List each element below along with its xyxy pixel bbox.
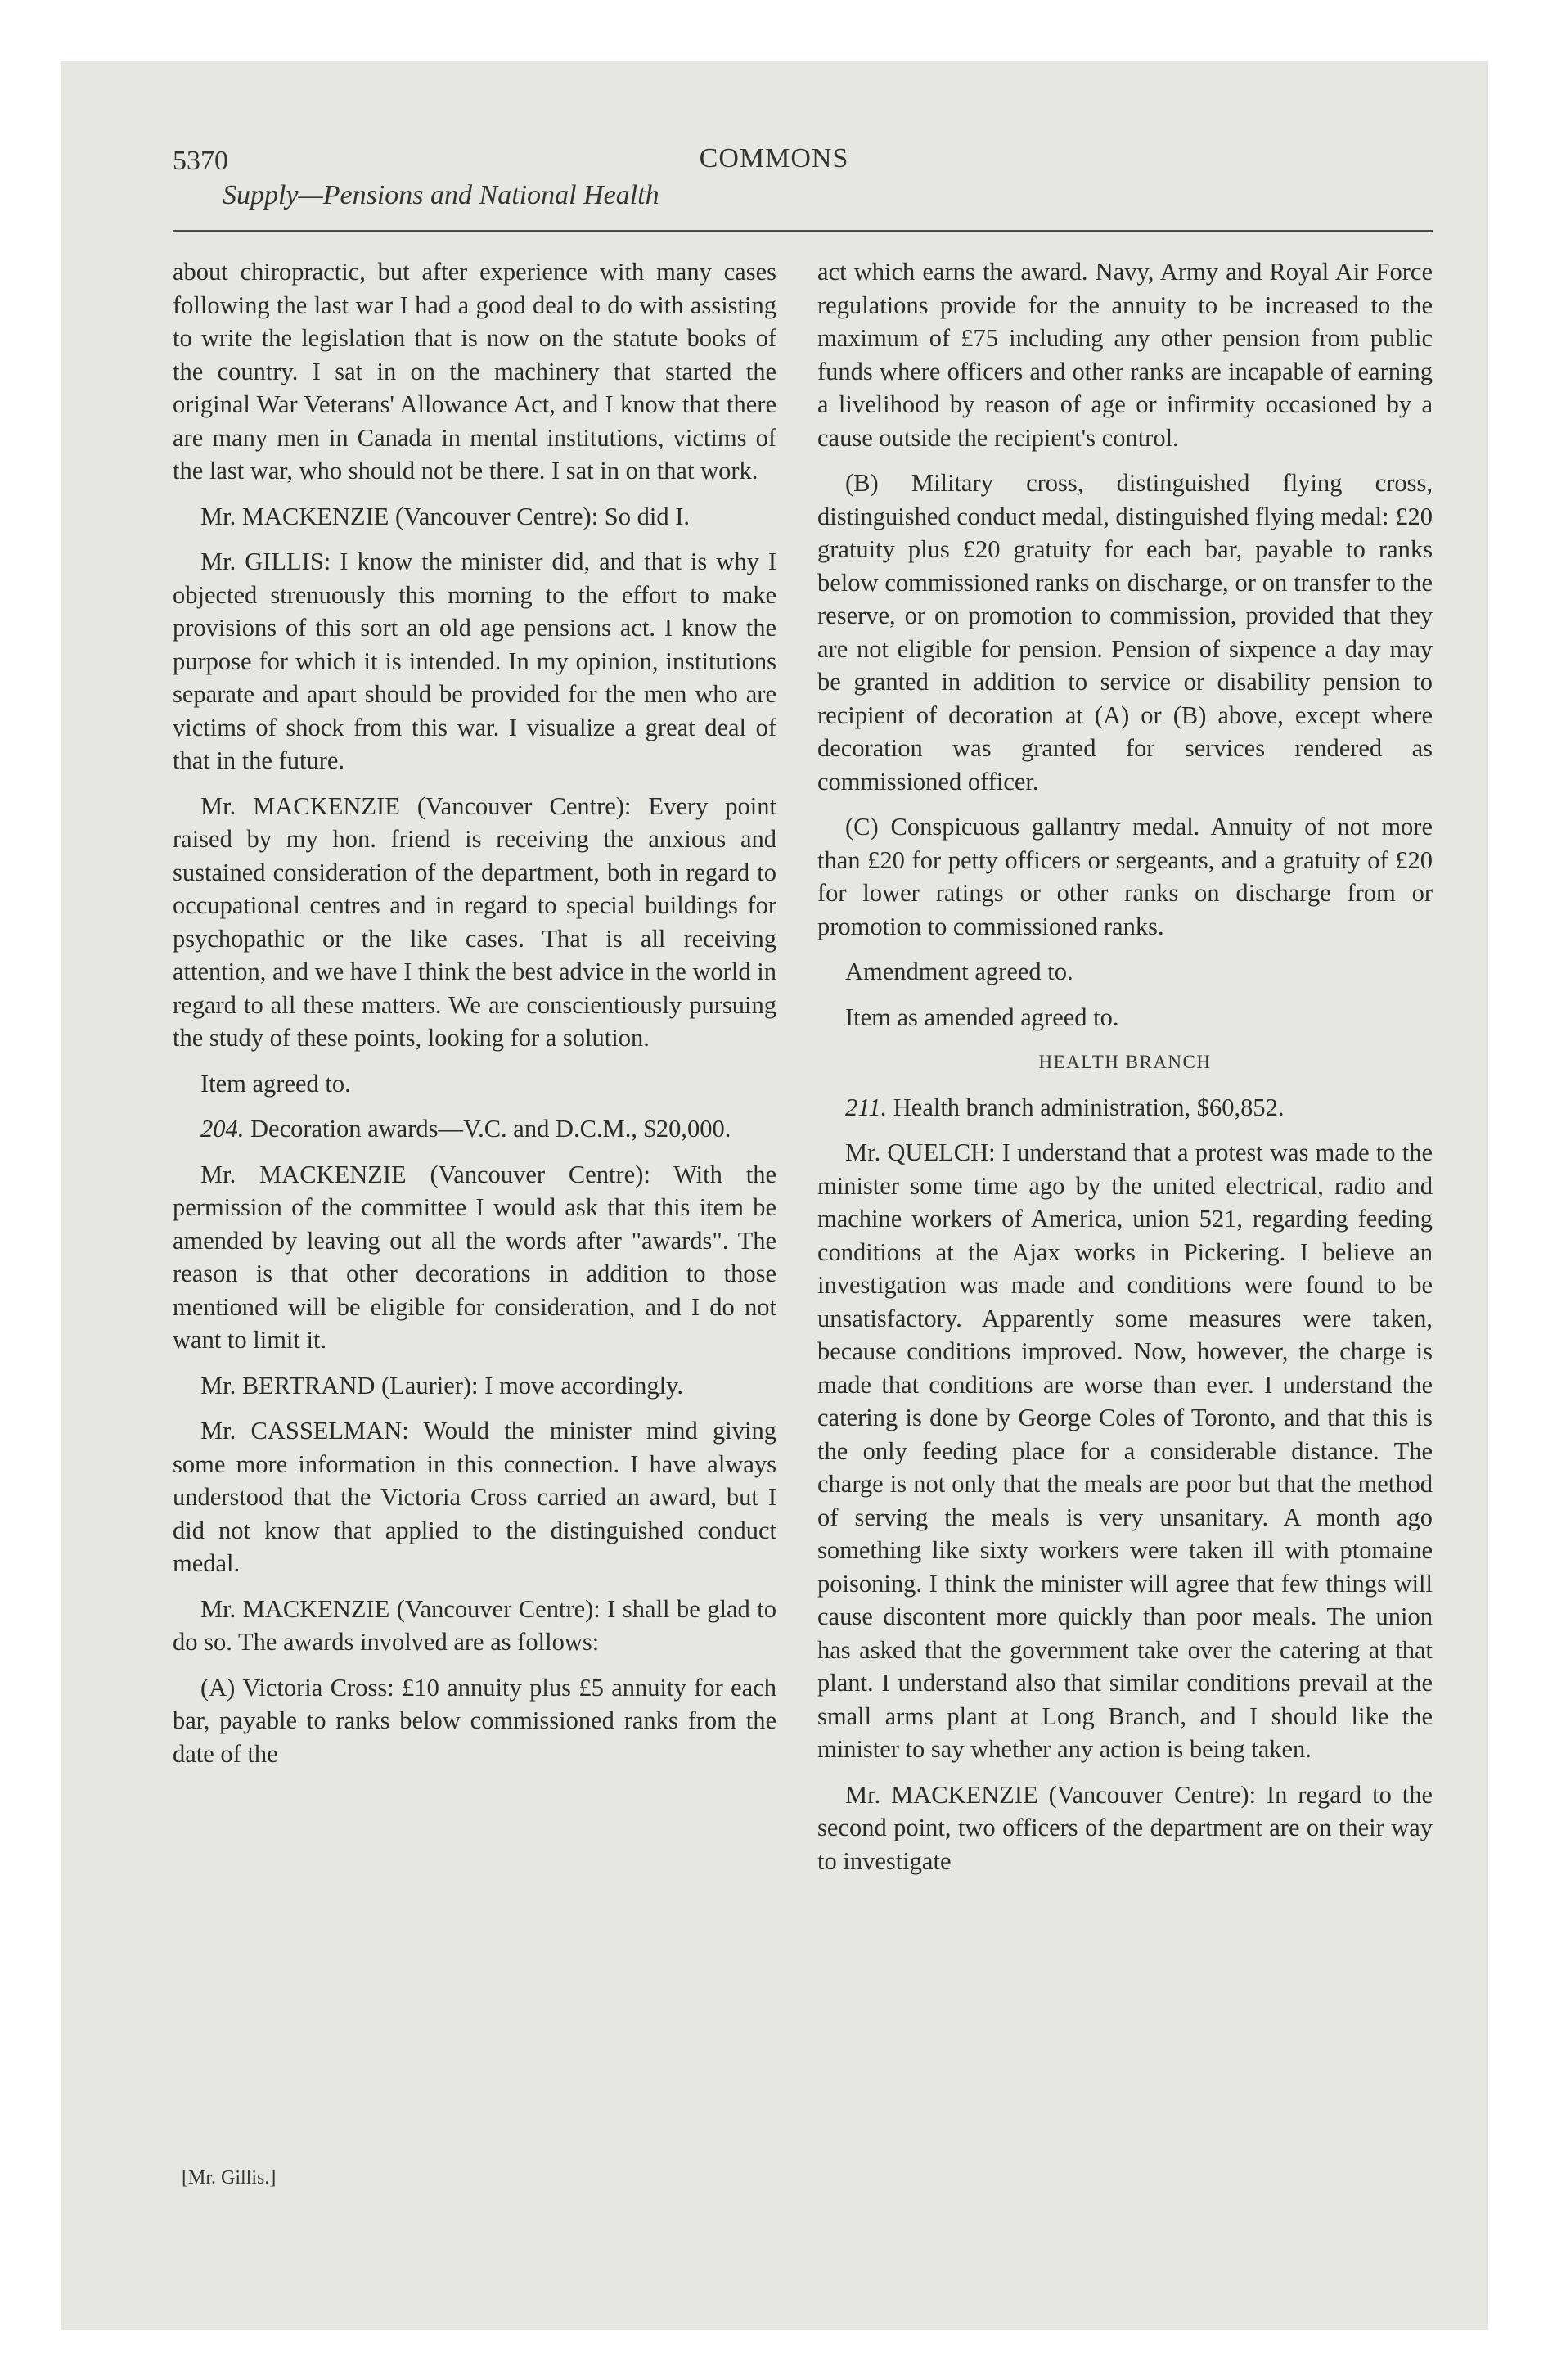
estimate-item [173,1112,776,1146]
paragraph: Item agreed to. [200,1069,351,1098]
paragraph: Mr. GILLIS: I know the minister did, and that is why I objected strenuously this morning to the effort to make provisions of this sort an old age pensions act. I know the purpose for which it is intended. In my opinion, institutions separate and apart should be provided for the men who are victims of shock from this war. I visualize a great deal of that in the future. [173,548,776,774]
item-text: Decoration awards—V.C. and D.C.M., $20,000. [250,1115,731,1143]
paragraph: Mr. CASSELMAN: Would the minister mind giving some more information in this connection. I have always understood that the Victoria Cross carried an award, but I did not know that applied to the distinguished conduct medal. [173,1417,776,1577]
page-subhead: Supply—Pensions and National Health [223,180,659,210]
left-column [173,255,776,1783]
paragraph: Mr. MACKENZIE (Vancouver Centre): So did I. [200,502,691,530]
paragraph: act which earns the award. Navy, Army and Royal Air Force regulations provide for the annuity to be increased to the maximum of £75 including any other pension from public funds where officers and other ranks are incapable of earning a livelihood by reason of age or infirmity occasioned by a cause outside the recipient's control. [817,258,1433,452]
paragraph: about chiropractic, but after experience with many cases following the last war I had a good deal to do with assisting to write the legislation that is now on the statute books of the country. I sat in on the machinery that started the original War Veterans' Allowance Act, and I know that there are many men in Canada in mental institutions, victims of the last war, who should not be there. I sat in on that work. [173,258,776,485]
paragraph: (A) Victoria Cross: £10 annuity plus £5 annuity for each bar, payable to ranks below commissioned ranks from the date of the [173,1673,776,1768]
paragraph: Mr. MACKENZIE (Vancouver Centre): I shall be glad to do so. The awards involved are as follows: [173,1594,776,1656]
estimate-item [817,1091,1433,1125]
page-number: 5370 [173,146,228,176]
header-rule [173,230,1433,232]
paragraph: Mr. MACKENZIE (Vancouver Centre): In regard to the second point, two officers of the department are on their way to investigate [817,1780,1433,1875]
paragraph: Amendment agreed to. [845,958,1073,985]
running-head: COMMONS [699,143,849,174]
paragraph: Item as amended agreed to. [845,1003,1119,1031]
item-number: 211. [845,1093,888,1121]
item-text: Health branch administration, $60,852. [893,1093,1285,1121]
paragraph: Mr. QUELCH: I understand that a protest was made to the minister some time ago by the united electrical, radio and machine workers of America, union 521, regarding feeding conditions at the Ajax works in Pickering. I believe an investigation was made and conditions were found to be unsatisfactory. Apparently some measures were taken, because conditions improved. Now, however, the charge is made that conditions are worse than ever. I understand the catering is done by George Coles of Toronto, and that this is the only feeding place for a considerable distance. The charge is not only that the meals are poor but that the method of serving the meals is very unsanitary. A month ago something like sixty workers were taken ill with ptomaine poisoning. I think the minister will agree that few things will cause discontent more quickly than poor meals. The union has asked that the government take over the catering at that plant. I understand also that similar conditions prevail at the small arms plant at Long Branch, and I should like the minister to say whether any action is being taken. [817,1138,1433,1763]
section-heading: HEALTH BRANCH [1038,1052,1212,1072]
paragraph: Mr. MACKENZIE (Vancouver Centre): With the permission of the committee I would ask that this item be amended by leaving out all the words after "awards". The reason is that other decorations in addition to those mentioned will be eligible for consideration, and I do not want to limit it. [173,1160,776,1354]
right-column [817,255,1433,1890]
paragraph: Mr. BERTRAND (Laurier): I move accordingly. [200,1371,683,1400]
speaker-footnote: [Mr. Gillis.] [182,2167,277,2188]
item-number: 204. [200,1115,245,1143]
paragraph: Mr. MACKENZIE (Vancouver Centre): Every point raised by my hon. friend is receiving the anxious and sustained consideration of the department, both in regard to occupational centres and in regard to special buildings for psychopathic or the like cases. That is all receiving attention, and we have I think the best advice in the world in regard to all these matters. We are conscientiously pursuing the study of these points, looking for a solution. [173,791,776,1052]
paragraph: (B) Military cross, distinguished flying cross, distinguished conduct medal, distinguished flying medal: £20 gratuity plus £20 gratuity for each bar, payable to ranks below commissioned ranks on discharge, or on transfer to the reserve, or on promotion to commission, provided that they are not eligible for pension. Pension of sixpence a day may be granted in addition to service or disability pension to recipient of decoration at (A) or (B) above, except where decoration was granted for services rendered as commissioned officer. [817,469,1433,796]
paragraph: (C) Conspicuous gallantry medal. Annuity of not more than £20 for petty officers or sergeants, and a gratuity of £20 for lower ratings or other ranks on discharge from or promotion to commissioned ranks. [817,813,1433,940]
